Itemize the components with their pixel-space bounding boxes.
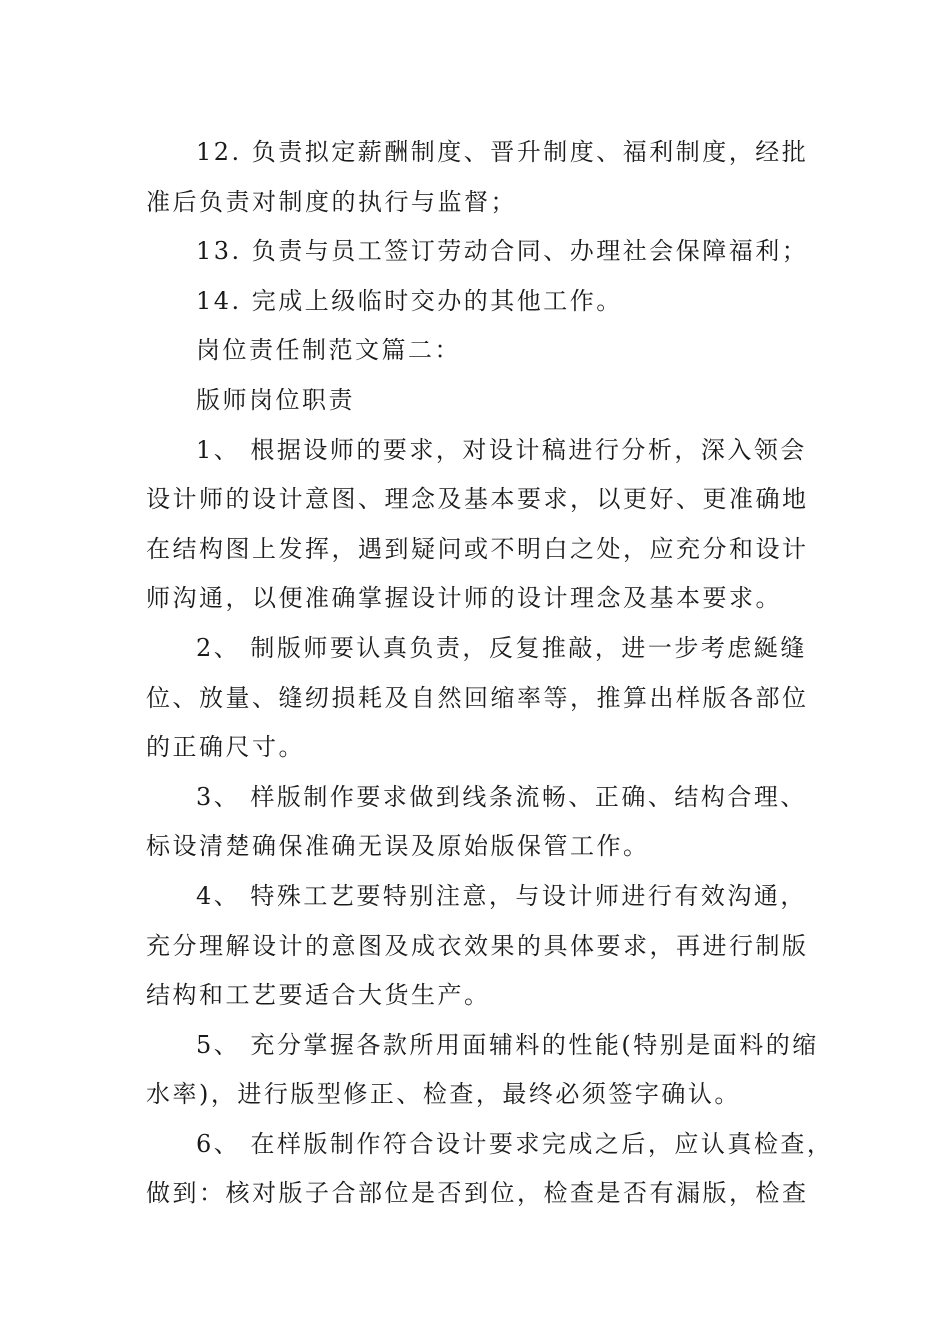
paragraph-duty-4 [146, 872, 809, 1021]
paragraph-duty-5 [146, 1021, 819, 1120]
text-line: 的正确尺寸。 [146, 733, 305, 762]
text-line: 13. 负责与员工签订劳动合同、办理社会保障福利； [196, 237, 809, 266]
text-line: 版师岗位职责 [196, 385, 355, 414]
text-line: 5、 充分掌握各款所用面辅料的性能(特别是面料的缩 [196, 1030, 819, 1059]
text-line: 3、 样版制作要求做到线条流畅、正确、结构合理、 [196, 782, 807, 811]
text-line: 岗位责任制范文篇二： [196, 336, 461, 365]
text-line: 6、 在样版制作符合设计要求完成之后，应认真检查， [196, 1129, 834, 1158]
subsection-heading [146, 376, 806, 426]
text-line: 充分理解设计的意图及成衣效果的具体要求，再进行制版 [146, 931, 809, 960]
text-line: 设计师的设计意图、理念及基本要求，以更好、更准确地 [146, 485, 809, 514]
paragraph-item-12 [146, 128, 809, 227]
text-line: 14. 完成上级临时交办的其他工作。 [196, 286, 623, 315]
text-line: 准后负责对制度的执行与监督； [146, 187, 517, 216]
text-line: 师沟通，以便准确掌握设计师的设计理念及基本要求。 [146, 584, 782, 613]
text-line: 水率)，进行版型修正、检查，最终必须签字确认。 [146, 1080, 741, 1109]
text-line: 在结构图上发挥，遇到疑问或不明白之处，应充分和设计 [146, 534, 809, 563]
text-line: 12. 负责拟定薪酬制度、晋升制度、福利制度，经批 [196, 138, 809, 166]
text-line: 1、 根据设师的要求，对设计稿进行分析，深入领会 [196, 435, 807, 464]
text-line: 标设清楚确保准确无误及原始版保管工作。 [146, 832, 650, 861]
document-body [146, 128, 834, 1219]
paragraph-duty-6 [146, 1120, 834, 1219]
section-heading [146, 326, 806, 376]
paragraph-duty-3 [146, 773, 806, 872]
paragraph-item-14 [146, 277, 806, 327]
paragraph-duty-2 [146, 624, 809, 773]
paragraph-item-13 [146, 227, 809, 277]
text-line: 2、 制版师要认真负责，反复推敲，进一步考虑綖缝 [196, 633, 807, 662]
text-line: 做到：核对版子合部位是否到位，检查是否有漏版，检查 [146, 1179, 809, 1208]
text-line: 结构和工艺要适合大货生产。 [146, 981, 491, 1010]
text-line: 位、放量、缝纫损耗及自然回缩率等，推算出样版各部位 [146, 683, 809, 712]
paragraph-duty-1 [146, 426, 809, 624]
text-line: 4、 特殊工艺要特别注意，与设计师进行有效沟通， [196, 881, 807, 910]
